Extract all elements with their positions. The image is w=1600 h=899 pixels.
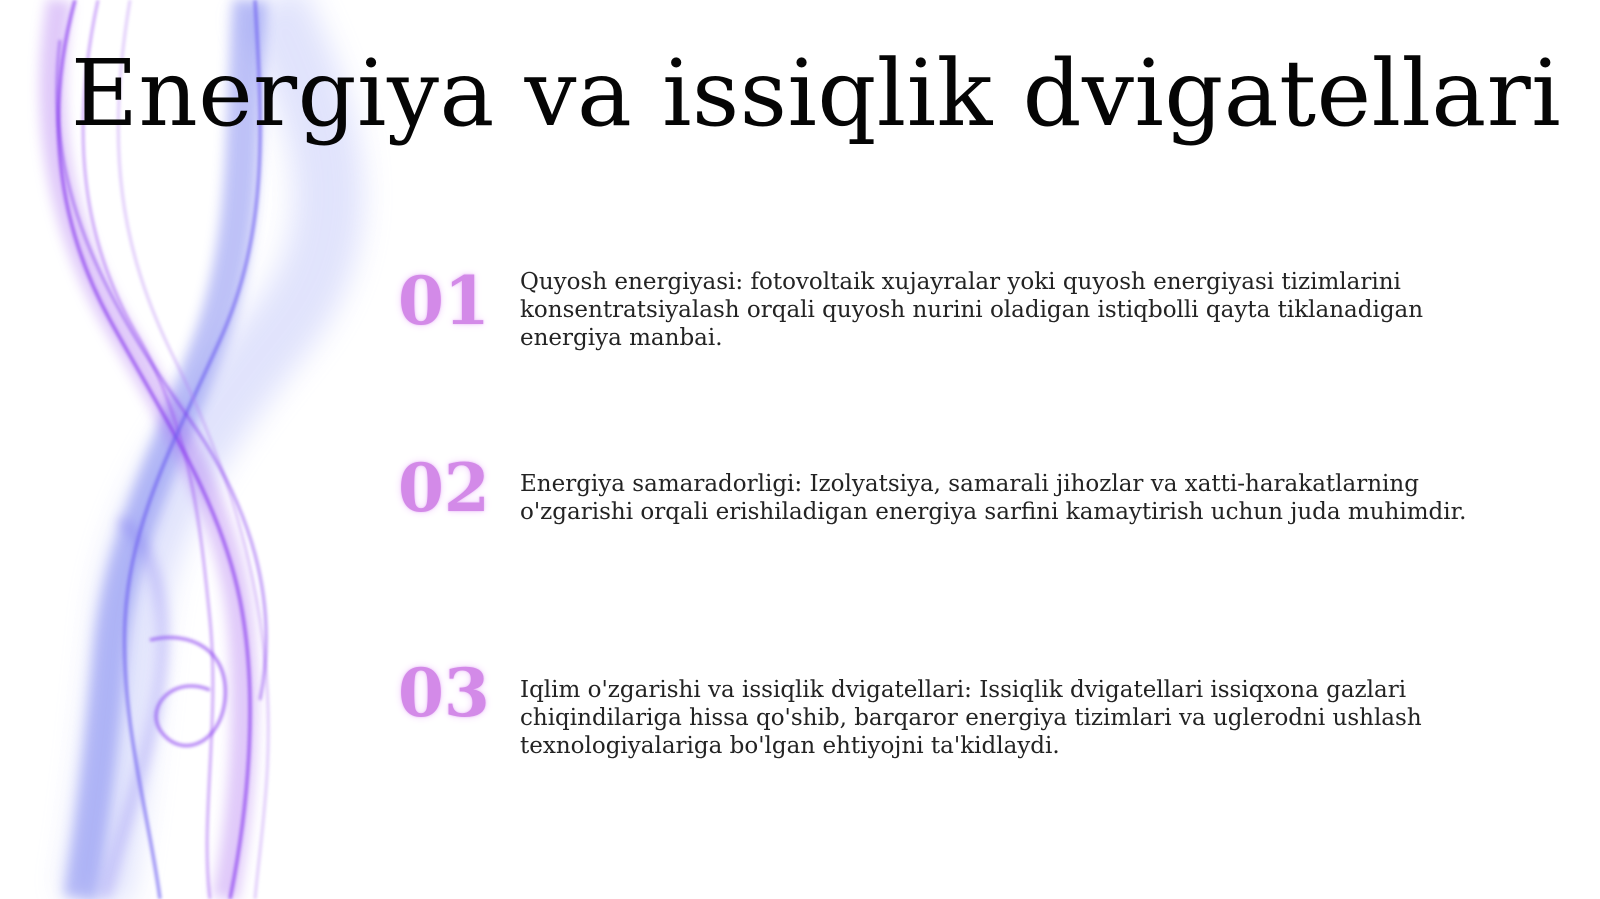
item-number: 01 xyxy=(398,262,490,340)
item-text: Energiya samaradorligi: Izolyatsiya, samarali jihozlar va xatti-harakatlarning o'zgarishi orqali erishiladigan energiya sarfini kamaytirish uchun juda muhimdir. xyxy=(520,471,1467,525)
item-text: Iqlim o'zgarishi va issiqlik dvigatellari: Issiqlik dvigatellari issiqxona gazlari chiqindilariga hissa qo'shib, barqaror energiya tizimlari va uglerodni ushlash texnologiyalariga bo'lgan ehtiyojni ta'kidlaydi. xyxy=(520,677,1422,759)
item-text: Quyosh energiyasi: fotovoltaik xujayralar yoki quyosh energiyasi tizimlarini konsentratsiyalash orqali quyosh nurini oladigan istiqbolli qayta tiklanadigan energiya manbai. xyxy=(520,269,1424,351)
item-number: 02 xyxy=(398,449,490,527)
slide-title: Energiya va issiqlik dvigatellari xyxy=(70,40,1562,147)
item-number: 03 xyxy=(398,654,490,732)
